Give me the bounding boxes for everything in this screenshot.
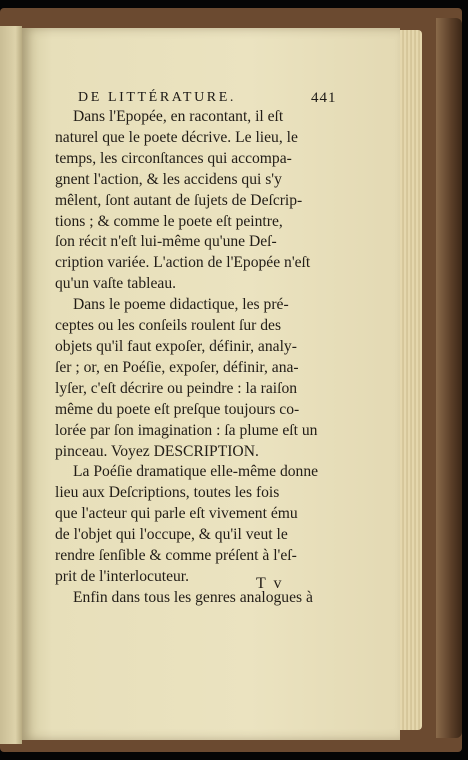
text-line: même du poete eſt preſque toujours co-	[55, 400, 300, 418]
text-line: Dans le poeme didactique, les pré-	[73, 296, 289, 314]
text-line: de l'objet qui l'occupe, & qu'il veut le	[55, 526, 288, 544]
text-line: qu'un vaſte tableau.	[55, 275, 177, 293]
paragraph-4	[55, 588, 330, 609]
text-line: ſon récit n'eſt lui-même qu'une Deſ-	[55, 233, 277, 251]
text-line: La Poéſie dramatique elle-même donne	[73, 463, 319, 481]
text-line: pinceau. Voyez DESCRIPTION.	[55, 442, 259, 460]
paragraph-1	[55, 107, 330, 295]
paragraph-2	[55, 295, 330, 462]
text-line: temps, les circonſtances qui accompa-	[55, 149, 292, 167]
body-text	[55, 107, 330, 609]
paragraph-3	[55, 462, 330, 587]
text-line: que l'acteur qui parle eſt vivement ému	[55, 505, 298, 523]
text-line: lorée par ſon imagination : ſa plume eſt un	[55, 421, 318, 439]
running-head: DE LITTÉRATURE.	[78, 90, 236, 105]
signature-mark: T v	[256, 575, 284, 592]
page-number: 441	[311, 90, 337, 106]
text-line: cription variée. L'action de l'Epopée n'eſt	[55, 254, 311, 272]
cover-edge	[436, 18, 462, 738]
text-line: lyſer, c'eſt décrire ou peindre : la raiſon	[55, 379, 298, 397]
text-line: prit de l'interlocuteur.	[55, 567, 190, 585]
facing-page-gutter	[0, 26, 22, 744]
text-line: objets qu'il faut expoſer, définir, analy-	[55, 337, 297, 355]
text-line: ceptes ou les conſeils roulent ſur des	[55, 317, 282, 335]
text-line: rendre ſenſible & comme préſent à l'eſ-	[55, 547, 297, 565]
text-line: ſer ; or, en Poéſie, expoſer, définir, ana-	[55, 358, 299, 376]
text-line: lieu aux Deſcriptions, toutes les fois	[55, 484, 280, 502]
text-line: mêlent, ſont autant de ſujets de Deſcrip-	[55, 191, 303, 209]
text-line: tions ; & comme le poete eſt peintre,	[55, 212, 283, 230]
text-line: Enfin dans tous les genres analogues à	[73, 588, 313, 606]
text-line: gnent l'action, & les accidens qui s'y	[55, 170, 282, 188]
text-line: Dans l'Epopée, en racontant, il eſt	[73, 108, 284, 125]
text-line: naturel que le poete décrive. Le lieu, le	[55, 128, 298, 146]
